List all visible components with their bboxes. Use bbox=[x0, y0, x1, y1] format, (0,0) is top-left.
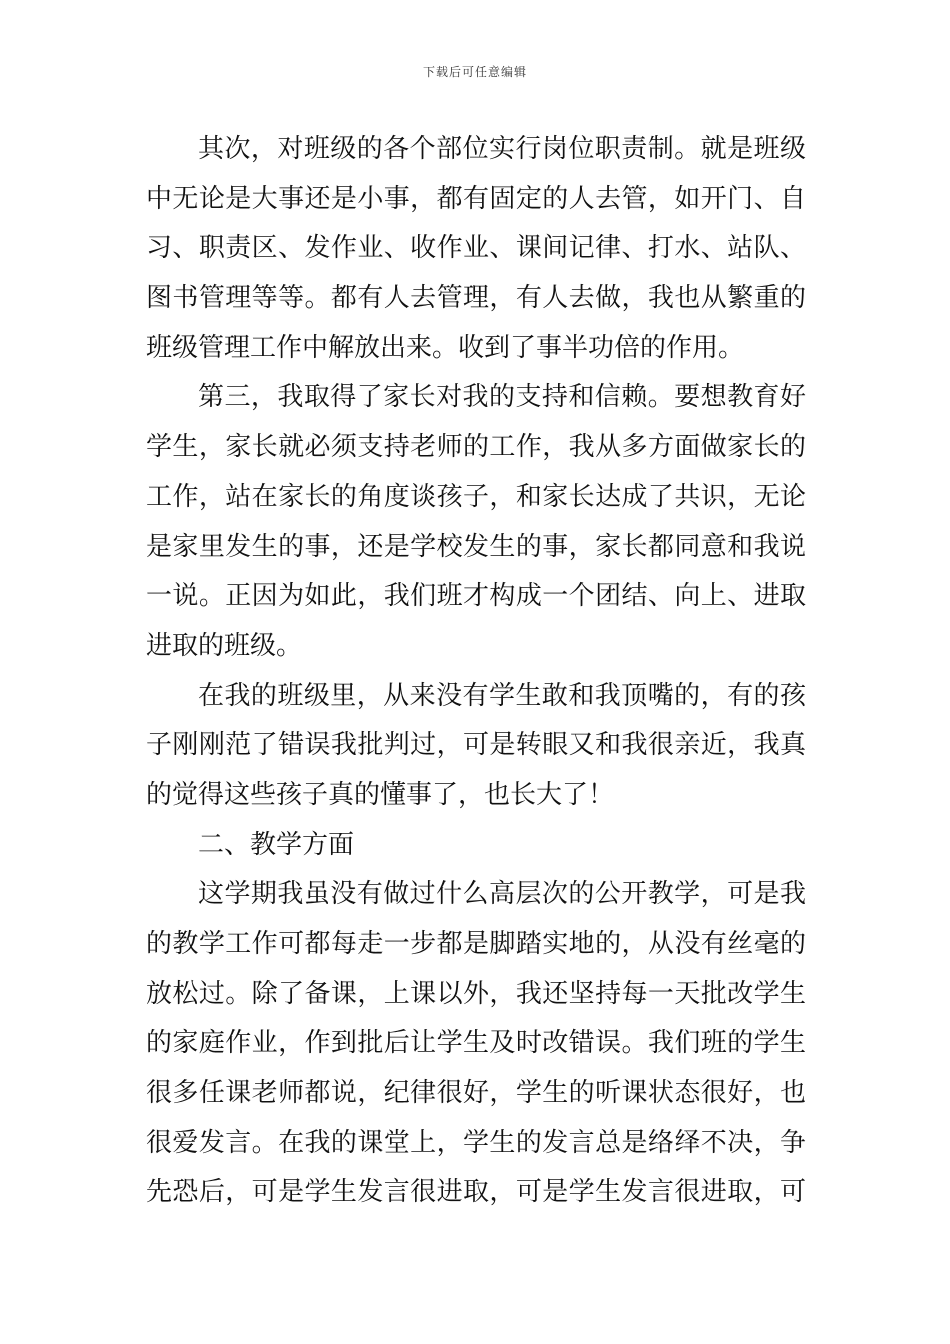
text-line: 图书管理等等。都有人去管理，有人去做，我也从繁重的 bbox=[146, 283, 806, 314]
text-line: 学生，家长就必须支持老师的工作，我从多方面做家长的 bbox=[146, 432, 806, 463]
text-line: 第三，我取得了家长对我的支持和信赖。要想教育好 bbox=[198, 382, 806, 413]
text-line: 先恐后，可是学生发言很进取，可是学生发言很进取，可 bbox=[146, 1177, 806, 1208]
text-line: 的家庭作业，作到批后让学生及时改错误。我们班的学生 bbox=[146, 1028, 806, 1059]
document-body bbox=[146, 125, 806, 1218]
text-line: 进取的班级。 bbox=[146, 630, 303, 661]
text-line: 放松过。除了备课，上课以外，我还坚持每一天批改学生 bbox=[146, 978, 806, 1009]
text-line: 很爱发言。在我的课堂上，学生的发言总是络绎不决，争 bbox=[146, 1127, 806, 1158]
text-line: 在我的班级里，从来没有学生敢和我顶嘴的，有的孩 bbox=[198, 680, 806, 711]
text-line: 很多任课老师都说，纪律很好，学生的听课状态很好，也 bbox=[146, 1078, 806, 1109]
text-line: 子刚刚范了错误我批判过，可是转眼又和我很亲近，我真 bbox=[146, 730, 806, 761]
text-line: 这学期我虽没有做过什么高层次的公开教学，可是我 bbox=[198, 879, 806, 910]
text-line: 中无论是大事还是小事，都有固定的人去管，如开门、自 bbox=[146, 183, 806, 214]
text-line: 是家里发生的事，还是学校发生的事，家长都同意和我说 bbox=[146, 531, 806, 562]
text-line: 的教学工作可都每走一步都是脚踏实地的，从没有丝毫的 bbox=[146, 929, 806, 959]
text-line: 其次，对班级的各个部位实行岗位职责制。就是班级 bbox=[198, 134, 806, 164]
text-line: 班级管理工作中解放出来。收到了事半功倍的作用。 bbox=[146, 332, 745, 363]
text-line: 的觉得这些孩子真的懂事了，也长大了！ bbox=[146, 779, 615, 810]
text-line: 工作，站在家长的角度谈孩子，和家长达成了共识，无论 bbox=[146, 481, 806, 512]
section-heading: 二、教学方面 bbox=[198, 829, 355, 860]
page-header: 下载后可任意编辑 bbox=[422, 65, 527, 79]
text-line: 一说。正因为如此，我们班才构成一个团结、向上、进取 bbox=[146, 581, 806, 612]
text-line: 习、职责区、发作业、收作业、课间记律、打水、站队、 bbox=[146, 233, 806, 264]
